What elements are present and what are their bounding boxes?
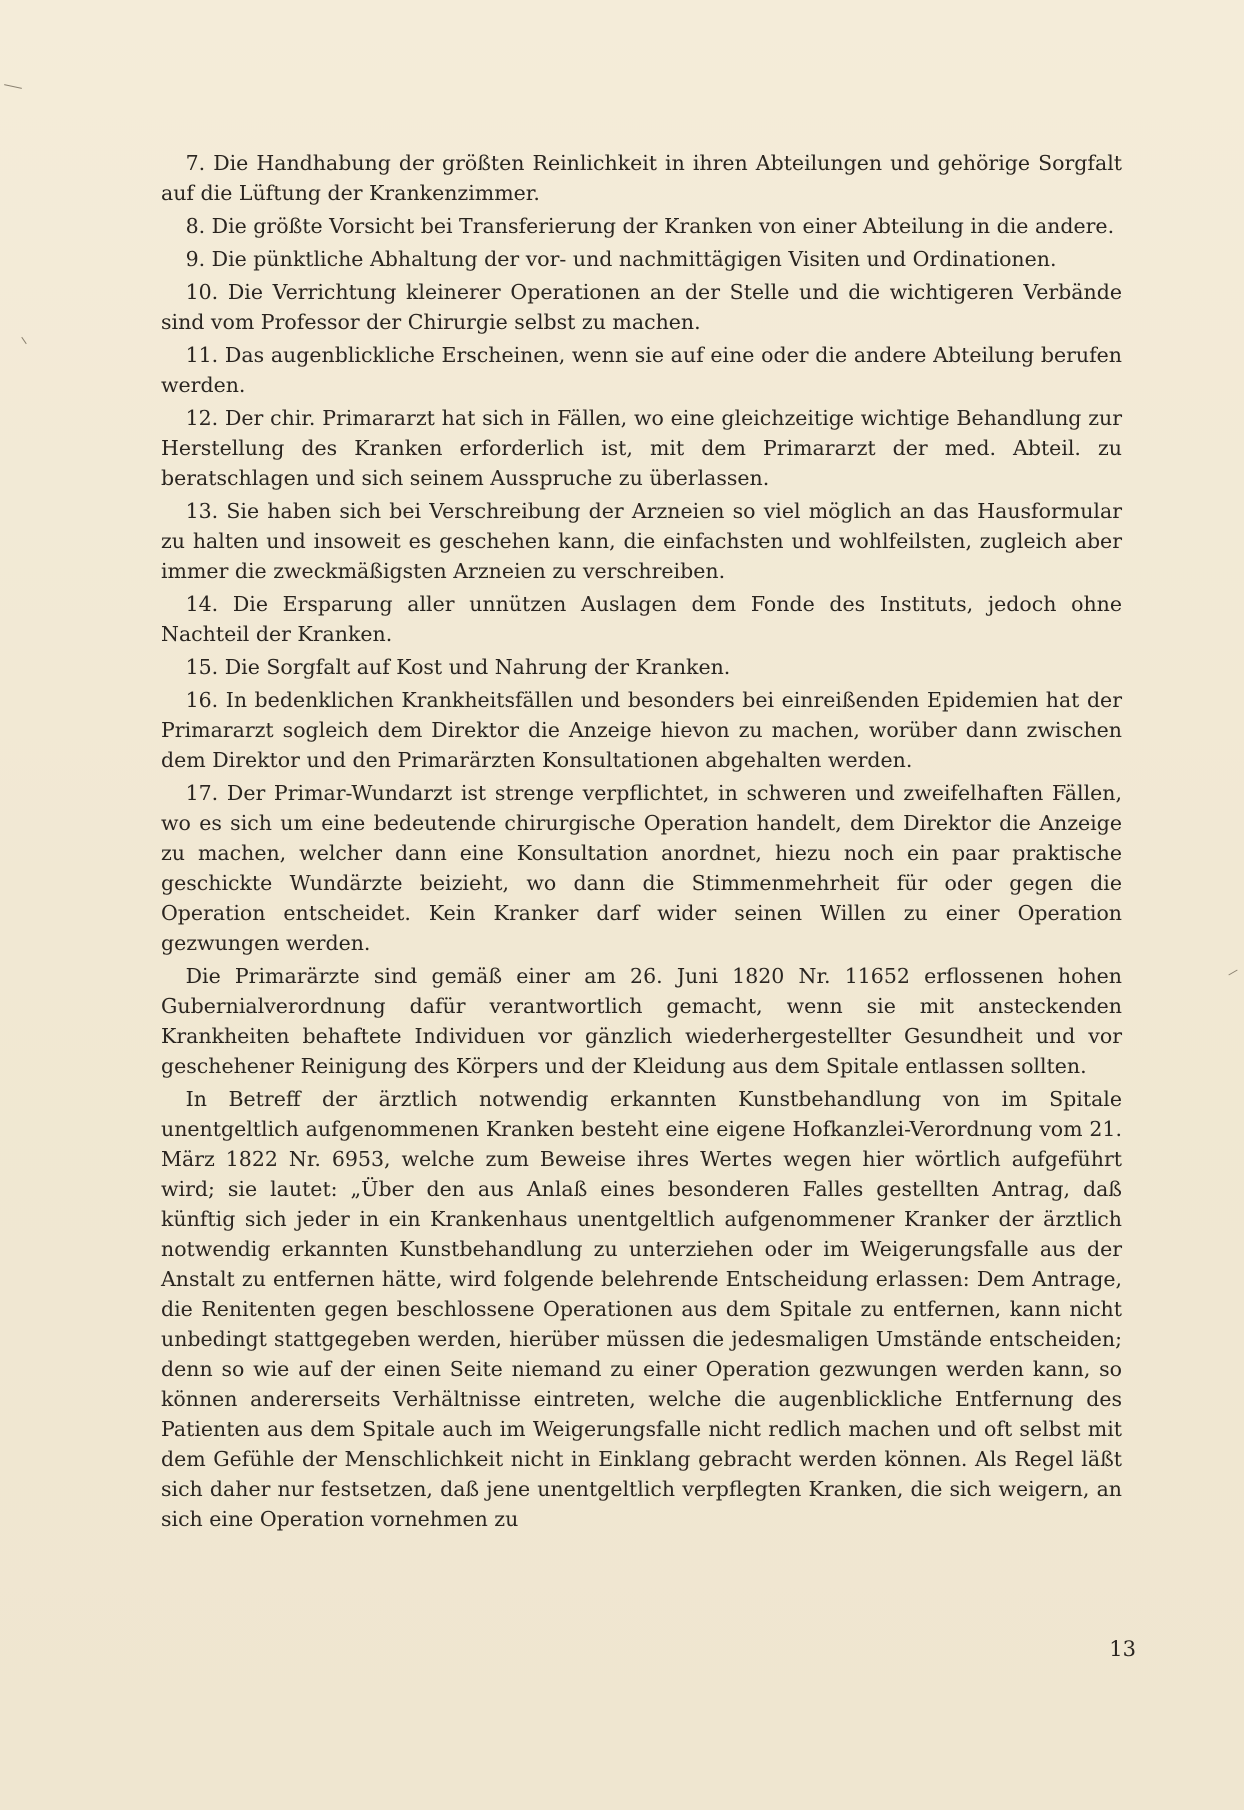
paragraph-15: 15. Die Sorgfalt auf Kost und Nahrung der Kranken. — [185, 655, 731, 679]
paragraph-kunstbehandlung: In Betreff der ärztlich notwendig erkannten Kunstbehandlung von im Spitale unentgeltlich aufgenommenen Kranken besteht eine eigene Hofkanzlei-Verordnung vom 21. März 1822 Nr. 6953, welche zum Beweise ihres Wertes wegen hier wörtlich aufgeführt wird; sie lautet: „Über den aus Anlaß eines besonderen Falles gestellten Antrag, daß künftig sich jeder in ein Krankenhaus unentgeltlich aufgenommener Kranker der ärztlich notwendig erkannten Kunstbehandlung zu unterziehen oder im Weigerungsfalle aus der Anstalt zu entfernen hätte, wird folgende belehrende Entscheidung erlassen: Dem Antrage, die Renitenten gegen beschlossene Operationen aus dem Spitale zu entfernen, kann nicht unbedingt stattgegeben werden, hierüber müssen die jedesmaligen Umstände entscheiden; denn so wie auf der einen Seite niemand zu einer Operation gezwungen werden kann, so können andererseits Verhältnisse eintreten, welche die augenblickliche Entfernung des Patienten aus dem Spitale auch im Weigerungsfalle nicht redlich machen und oft selbst mit dem Gefühle der Menschlichkeit nicht in Einklang gebracht werden können. Als Regel läßt sich daher nur festsetzen, daß jene unentgeltlich verpflegten Kranken, die sich weigern, an sich eine Operation vornehmen zu — [161, 1087, 1122, 1531]
scan-mark — [4, 84, 22, 89]
paragraph-16: 16. In bedenklichen Krankheitsfällen und besonders bei einreißenden Epidemien hat der Primararzt sogleich dem Direktor die Anzeige hievon zu machen, worüber dann zwischen dem Direktor und den Primarärzten Konsultationen abgehalten werden. — [161, 688, 1122, 772]
paragraph-14: 14. Die Ersparung aller unnützen Auslagen dem Fonde des Instituts, jedoch ohne Nachteil der Kranken. — [161, 592, 1122, 646]
paragraph-9: 9. Die pünktliche Abhaltung der vor- und nachmittägigen Visiten und Ordinationen. — [185, 247, 1057, 271]
page-number: 13 — [1109, 1637, 1136, 1661]
paragraph-12: 12. Der chir. Primararzt hat sich in Fällen, wo eine gleichzeitige wichtige Behandlung zur Herstellung des Kranken erforderlich ist, mit dem Primararzt der med. Abteil. zu beratschlagen und sich seinem Ausspruche zu überlassen. — [161, 406, 1122, 490]
paragraph-17: 17. Der Primar-Wundarzt ist strenge verpflichtet, in schweren und zweifelhaften Fällen, wo es sich um eine bedeutende chirurgische Operation handelt, dem Direktor die Anzeige zu machen, welcher dann eine Konsultation anordnet, hiezu noch ein paar praktische geschickte Wundärzte beizieht, wo dann die Stimmenmehrheit für oder gegen die Operation entscheidet. Kein Kranker darf wider seinen Willen zu einer Operation gezwungen werden. — [161, 781, 1122, 955]
paragraph-8: 8. Die größte Vorsicht bei Transferierung der Kranken von einer Abteilung in die andere. — [185, 214, 1115, 238]
scan-mark — [1228, 970, 1237, 976]
paragraph-7: 7. Die Handhabung der größten Reinlichkeit in ihren Abteilungen und gehörige Sorgfalt auf die Lüftung der Krankenzimmer. — [161, 151, 1122, 205]
scan-mark — [21, 337, 26, 344]
paragraph-primaraerzte: Die Primarärzte sind gemäß einer am 26. Juni 1820 Nr. 11652 erflossenen hohen Gubernialverordnung dafür verantwortlich gemacht, wenn sie mit ansteckenden Krankheiten behaftete Individuen vor gänzlich wiederhergestellter Gesundheit und vor geschehener Reinigung des Körpers und der Kleidung aus dem Spitale entlassen sollten. — [161, 964, 1122, 1078]
paragraph-13: 13. Sie haben sich bei Verschreibung der Arzneien so viel möglich an das Hausformular zu halten und insoweit es geschehen kann, die einfachsten und wohlfeilsten, zugleich aber immer die zweckmäßigsten Arzneien zu verschreiben. — [161, 499, 1122, 583]
paragraph-11: 11. Das augenblickliche Erscheinen, wenn sie auf eine oder die andere Abteilung berufen werden. — [161, 343, 1122, 397]
body-text — [161, 148, 1122, 1537]
paragraph-10: 10. Die Verrichtung kleinerer Operationen an der Stelle und die wichtigeren Verbände sind vom Professor der Chirurgie selbst zu machen. — [161, 280, 1122, 334]
